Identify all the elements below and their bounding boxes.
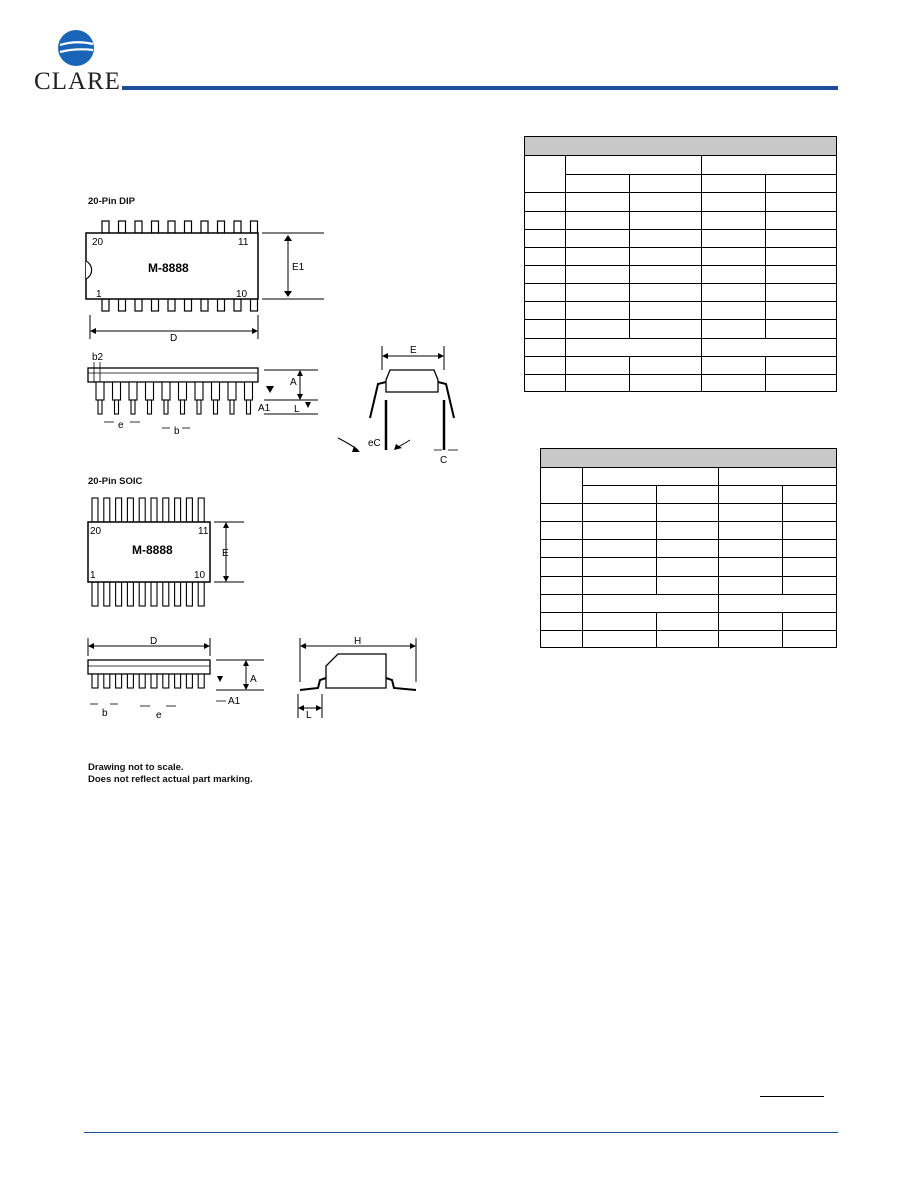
soic-lead <box>175 498 181 522</box>
dip-side-lead <box>214 400 218 414</box>
dip-dim-C: C <box>440 455 448 466</box>
dip-lead <box>168 221 175 233</box>
table-row <box>525 193 837 211</box>
soic-side-view <box>78 632 278 722</box>
soic-caption: 20-Pin SOIC <box>88 476 143 487</box>
dip-lead <box>218 299 225 311</box>
table-header-cell <box>565 156 702 175</box>
table-header-cell <box>766 175 837 193</box>
dip-dim-E: E <box>410 345 417 356</box>
dip-lead <box>234 299 241 311</box>
table-row <box>525 374 837 391</box>
dip-dim-e: e <box>118 420 124 431</box>
dip-side-view <box>78 348 328 438</box>
dip-pin-20: 20 <box>92 237 104 248</box>
soic-dim-b: b <box>102 708 108 719</box>
table-row <box>541 612 837 630</box>
table-title-bar <box>541 449 837 468</box>
soic-lead <box>92 498 98 522</box>
dip-lead <box>185 299 192 311</box>
dip-side-lead <box>197 400 201 414</box>
soic-pin-11: 11 <box>198 526 209 537</box>
table-row <box>541 594 837 612</box>
clare-logo-icon <box>56 28 96 68</box>
soic-dim-E: E <box>222 548 229 559</box>
dip-side-lead <box>98 400 102 414</box>
soic-side-lead <box>151 674 157 688</box>
dip-marking: M-8888 <box>148 261 189 275</box>
soic-lead <box>139 582 145 606</box>
table-row <box>525 211 837 229</box>
soic-lead <box>116 582 122 606</box>
dip-side-lead <box>247 400 251 414</box>
brand-name: CLARE <box>34 68 121 95</box>
soic-dim-L: L <box>306 710 312 721</box>
dip-dim-D: D <box>170 333 178 344</box>
dip-side-lead <box>148 400 152 414</box>
soic-side-lead <box>116 674 122 688</box>
dip-side-lead <box>228 382 236 400</box>
dip-lead <box>135 221 142 233</box>
table-header-cell <box>541 468 583 504</box>
table-header-cell <box>719 486 783 504</box>
soic-marking: M-8888 <box>132 543 173 557</box>
header-bar <box>122 86 838 90</box>
dip-side-lead <box>96 382 104 400</box>
table-header-cell <box>719 468 837 486</box>
table-row <box>525 265 837 283</box>
soic-dim-A: A <box>250 674 257 685</box>
dip-lead <box>234 221 241 233</box>
table-row <box>525 229 837 247</box>
dip-end-view <box>330 340 470 468</box>
table-header-cell <box>629 175 702 193</box>
dip-side-lead <box>113 382 121 400</box>
table-row <box>541 522 837 540</box>
soic-lead <box>186 498 192 522</box>
dip-dimensions-table <box>524 136 837 392</box>
table-row <box>541 540 837 558</box>
soic-lead <box>198 582 204 606</box>
soic-lead <box>116 498 122 522</box>
dip-dim-E1: E1 <box>292 262 305 273</box>
dip-lead <box>152 221 159 233</box>
table-row <box>525 320 837 338</box>
soic-dim-e: e <box>156 710 162 721</box>
dip-lead <box>185 221 192 233</box>
dip-side-lead <box>195 382 203 400</box>
table-header-cell <box>582 486 656 504</box>
note-marking: Does not reflect actual part marking. <box>88 774 253 785</box>
table-header-cell <box>702 156 837 175</box>
dip-caption: 20-Pin DIP <box>88 196 135 207</box>
soic-lead <box>139 498 145 522</box>
table-row <box>541 630 837 647</box>
soic-pin-20: 20 <box>90 526 102 537</box>
dip-pin-10: 10 <box>236 289 248 300</box>
table-row <box>525 356 837 374</box>
table-row <box>525 247 837 265</box>
dip-side-lead <box>146 382 154 400</box>
page-number-rule <box>760 1096 824 1097</box>
dip-lead <box>152 299 159 311</box>
soic-dim-H: H <box>354 636 362 647</box>
dip-pin-11: 11 <box>238 237 249 248</box>
dip-side-lead <box>115 400 119 414</box>
dip-lead <box>218 221 225 233</box>
soic-side-lead <box>139 674 145 688</box>
dip-side-lead <box>230 400 234 414</box>
table-header-cell <box>783 486 837 504</box>
table-header-cell <box>565 175 629 193</box>
soic-side-lead <box>175 674 181 688</box>
soic-side-lead <box>198 674 204 688</box>
table-row <box>541 504 837 522</box>
dip-dim-b: b <box>174 426 180 437</box>
soic-lead <box>92 582 98 606</box>
soic-side-lead <box>163 674 169 688</box>
soic-pin-1: 1 <box>90 570 96 581</box>
dip-side-lead <box>179 382 187 400</box>
soic-side-lead <box>127 674 133 688</box>
table-header-cell <box>582 468 719 486</box>
table-row <box>541 576 837 594</box>
dip-lead <box>135 299 142 311</box>
table-row <box>525 338 837 356</box>
soic-lead <box>127 582 133 606</box>
soic-lead <box>151 498 157 522</box>
dip-lead <box>251 221 258 233</box>
soic-side-lead <box>186 674 192 688</box>
soic-pin-10: 10 <box>194 570 206 581</box>
soic-side-lead <box>92 674 98 688</box>
soic-lead <box>163 582 169 606</box>
dip-lead <box>251 299 258 311</box>
soic-dimensions-table <box>540 448 837 648</box>
dip-lead <box>119 221 126 233</box>
soic-side-lead <box>104 674 110 688</box>
table-row <box>525 284 837 302</box>
footer-rule <box>84 1132 838 1133</box>
table-row <box>541 558 837 576</box>
table-row <box>525 302 837 320</box>
dip-side-lead <box>181 400 185 414</box>
dip-dim-L: L <box>294 404 300 415</box>
soic-top-view <box>78 494 258 612</box>
soic-lead <box>104 582 110 606</box>
soic-lead <box>175 582 181 606</box>
dip-pin-1: 1 <box>96 289 102 300</box>
dip-lead <box>201 299 208 311</box>
dip-lead <box>201 221 208 233</box>
dip-side-lead <box>245 382 253 400</box>
soic-dim-A1: A1 <box>228 696 241 707</box>
table-header-cell <box>656 486 719 504</box>
dip-side-lead <box>162 382 170 400</box>
soic-lead <box>151 582 157 606</box>
dip-top-view <box>78 215 338 345</box>
dip-lead <box>119 299 126 311</box>
soic-dim-D: D <box>150 636 158 647</box>
soic-lead <box>104 498 110 522</box>
note-scale: Drawing not to scale. <box>88 762 184 773</box>
dip-lead <box>102 299 109 311</box>
soic-lead <box>163 498 169 522</box>
soic-lead <box>186 582 192 606</box>
dip-side-lead <box>212 382 220 400</box>
table-title-bar <box>525 137 837 156</box>
table-header-cell <box>702 175 766 193</box>
soic-lead <box>127 498 133 522</box>
dip-side-lead <box>164 400 168 414</box>
table-header-cell <box>525 156 566 193</box>
dip-dim-eC: eC <box>368 438 381 449</box>
soic-end-view <box>292 632 424 722</box>
soic-lead <box>198 498 204 522</box>
dip-dim-A: A <box>290 377 297 388</box>
dip-lead <box>102 221 109 233</box>
dip-side-lead <box>131 400 135 414</box>
dip-lead <box>168 299 175 311</box>
dip-dim-A1: A1 <box>258 403 271 414</box>
dip-side-lead <box>129 382 137 400</box>
dip-dim-b2: b2 <box>92 352 104 363</box>
